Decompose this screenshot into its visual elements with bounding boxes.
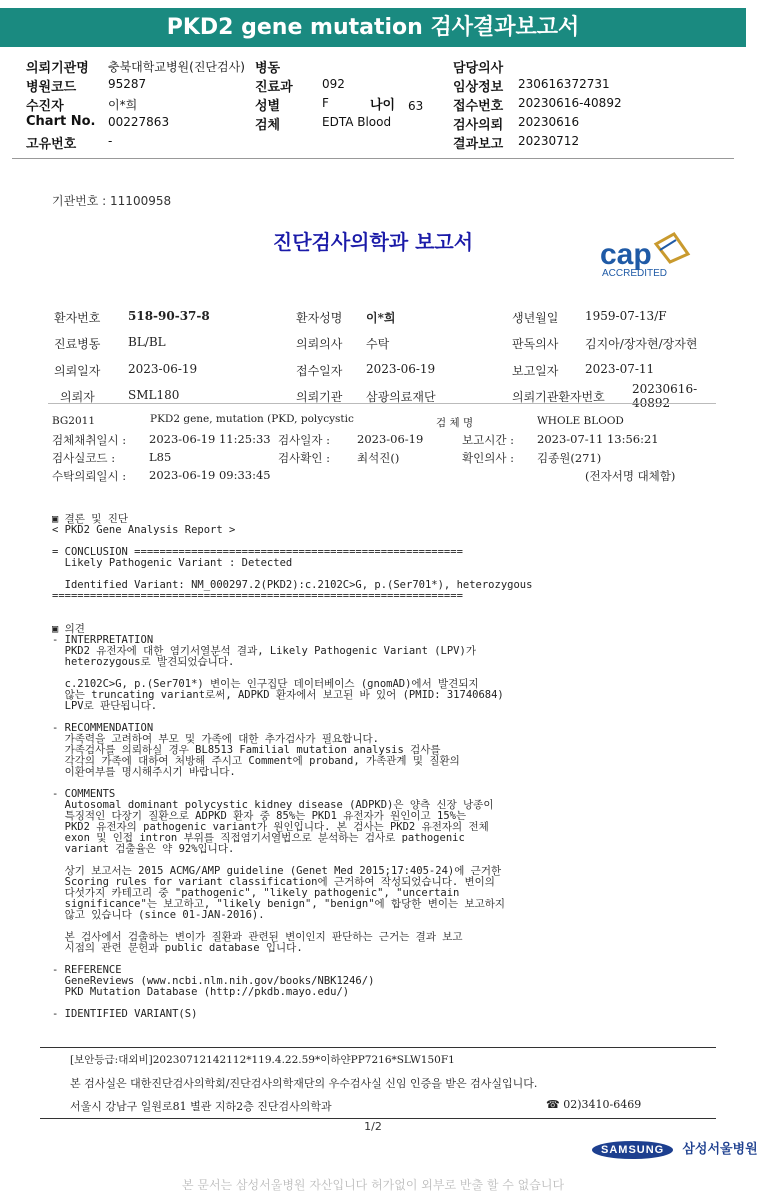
header-label: 진료과 xyxy=(255,80,293,95)
header-value: 충북대학교병원(진단검사) xyxy=(108,60,245,74)
header-label: 수진자 xyxy=(26,99,64,114)
report-line: 시점의 관련 문헌과 public database 입니다. xyxy=(52,942,303,954)
page-number: 1/2 xyxy=(364,1120,382,1133)
report-line: < PKD2 Gene Analysis Report > xyxy=(52,524,236,536)
test-info-label: 검사실코드 : xyxy=(52,451,116,465)
report-line: 않고 있습니다 (since 01-JAN-2016). xyxy=(52,909,265,921)
header-label: 병동 xyxy=(255,61,281,76)
patient-info-label: 의뢰자 xyxy=(60,390,95,404)
test-info-label: 확인의사 : xyxy=(462,451,514,465)
test-code: BG2011 xyxy=(52,415,96,427)
report-line: PKD2 유전자의 pathogenic variant가 원인입니다. 본 검사는 PKD2 유전자의 전체 xyxy=(52,821,489,833)
report-line: = CONCLUSION ==================================================== xyxy=(52,546,463,558)
test-name: PKD2 gene, mutation (PKD, polycystic xyxy=(150,413,354,425)
header-label: 성별 xyxy=(255,99,281,114)
patient-info-value: 김지아/장자현/장자현 xyxy=(585,337,698,351)
report-line: PKD2 유전자에 대한 염기서열분석 결과, Likely Pathogenic Variant (LPV)가 xyxy=(52,645,476,657)
header-value: 20230712 xyxy=(518,134,580,148)
report-line xyxy=(52,954,532,965)
header-value: 95287 xyxy=(108,77,147,91)
header-label: 검체 xyxy=(255,118,281,133)
header-label: 접수번호 xyxy=(453,99,504,114)
patient-info-label: 환자성명 xyxy=(296,311,343,325)
report-line: PKD Mutation Database (http://pkdb.mayo.edu/) xyxy=(52,986,350,998)
header-label: 의뢰기관명 xyxy=(26,61,89,76)
header-label: 병원코드 xyxy=(26,80,77,95)
patient-info-label: 생년월일 xyxy=(512,311,559,325)
patient-info-label: 환자번호 xyxy=(54,311,101,325)
report-line: significance"는 보고하고, "likely benign", "benign"에 합당한 변이는 보고하지 xyxy=(52,898,506,910)
patient-info-value: 수탁 xyxy=(366,337,390,351)
patient-info-value: BL/BL xyxy=(128,335,166,349)
certification-text: 본 검사실은 대한진단검사의학회/진단검사의학재단의 우수검사실 신임 인증을 받은 검사실입니다. xyxy=(70,1077,538,1090)
header-value: F xyxy=(322,96,329,110)
test-info-value: 김종원(271) xyxy=(537,451,602,465)
test-info-value: 2023-06-19 xyxy=(357,432,424,446)
age-label: 나이 xyxy=(370,98,396,113)
institution-number: 기관번호 : 11100958 xyxy=(52,194,172,208)
lab-address: 서울시 강남구 일원로81 별관 지하2층 진단검사의학과 xyxy=(70,1100,332,1113)
patient-info-label: 판독의사 xyxy=(512,337,559,351)
report-line xyxy=(52,778,532,789)
header-label: 고유번호 xyxy=(26,137,77,152)
age-value: 63 xyxy=(408,99,424,113)
test-info-label: 보고시간 : xyxy=(462,433,514,447)
patient-info-label: 의뢰기관 xyxy=(296,390,343,404)
header-value: 이*희 xyxy=(108,98,138,112)
report-line: - REFERENCE xyxy=(52,964,122,976)
test-info-label: 검체채취일시 : xyxy=(52,433,127,447)
report-line: ▣ 의견 xyxy=(52,623,85,635)
test-info-value: L85 xyxy=(149,450,172,464)
cap-accredited-logo xyxy=(598,232,690,280)
test-info-value: 최석진() xyxy=(357,451,400,465)
report-line: 가족검사를 의뢰하실 경우 BL8513 Familial mutation analysis 검사를 xyxy=(52,744,441,756)
report-line: c.2102C>G, p.(Ser701*) 변이는 인구집단 데이터베이스 (gnomAD)에서 발견되지 xyxy=(52,678,479,690)
header-label: 임상정보 xyxy=(453,80,504,95)
report-line: Identified Variant: NM_000297.2(PKD2):c.2102C>G, p.(Ser701*), heterozygous xyxy=(52,579,533,591)
watermark-notice: 본 문서는 삼성서울병원 자산입니다 허가없이 외부로 반출 할 수 없습니다 xyxy=(181,1178,565,1192)
test-info-value: (전자서명 대체함) xyxy=(585,469,676,483)
header-value: 230616372731 xyxy=(518,77,610,91)
svg-text:ACCREDITED: ACCREDITED xyxy=(602,268,668,279)
report-line: exon 및 인접 intron 부위를 직접염기서열법으로 분석하는 검사로 pathogenic xyxy=(52,832,465,844)
patient-info-value: 이*희 xyxy=(366,311,396,325)
patient-info-label: 진료병동 xyxy=(54,337,101,351)
patient-info-value: SML180 xyxy=(128,388,180,402)
security-line: [보안등급:대외비]20230712142112*119.4.22.59*이하얀PP7216*SLW150F1 xyxy=(70,1054,455,1066)
specimen-value: WHOLE BLOOD xyxy=(537,415,624,427)
report-body xyxy=(52,514,532,1020)
patient-info-label: 접수일자 xyxy=(296,364,343,378)
header-value: 00227863 xyxy=(108,115,170,129)
report-line: 다섯가지 카테고리 중 "pathogenic", "likely pathogenic", "uncertain xyxy=(52,887,460,899)
patient-info-label: 의뢰의사 xyxy=(296,337,343,351)
footer-bottom-line xyxy=(40,1118,716,1119)
header-label: 검사의뢰 xyxy=(453,118,504,133)
report-line: ================================================================= xyxy=(52,590,463,602)
footer-top-line xyxy=(40,1047,716,1048)
patient-info-value: 40892 xyxy=(632,396,671,410)
patient-info-value: 2023-06-19 xyxy=(366,362,436,376)
specimen-label: 검 체 명 xyxy=(436,417,474,429)
report-line: - RECOMMENDATION xyxy=(52,722,154,734)
report-line: Autosomal dominant polycystic kidney disease (ADPKD)은 양측 신장 낭종이 xyxy=(52,799,494,811)
patient-info-label: 보고일자 xyxy=(512,364,559,378)
report-line xyxy=(52,613,532,624)
test-info-value: 2023-07-11 13:56:21 xyxy=(537,432,659,446)
header-value: 092 xyxy=(322,77,345,91)
report-line: 각각의 가족에 대하여 처방해 주시고 Comment에 proband, 가족관계 및 질환의 xyxy=(52,755,460,767)
samsung-hospital-name: 삼성서울병원 xyxy=(682,1142,758,1157)
report-line: - IDENTIFIED VARIANT(S) xyxy=(52,1008,198,1020)
report-line: Likely Pathogenic Variant : Detected xyxy=(52,557,293,569)
report-line: ▣ 결론 및 진단 xyxy=(52,513,129,525)
header-value: 20230616-40892 xyxy=(518,96,622,110)
report-line: Scoring rules for variant classification에 근거하여 작성되었습니다. 변이의 xyxy=(52,876,495,888)
patient-info-value: 20230616- xyxy=(632,382,698,396)
report-line: LPV로 판단됩니다. xyxy=(52,700,158,712)
patient-info-label: 의뢰기관환자번호 xyxy=(512,390,605,404)
report-title: 진단검사의학과 보고서 xyxy=(272,230,474,254)
report-line: GeneReviews (www.ncbi.nlm.nih.gov/books/NBK1246/) xyxy=(52,975,375,987)
samsung-wordmark: SAMSUNG xyxy=(592,1141,673,1159)
patient-info-value: 518-90-37-8 xyxy=(128,309,210,323)
header-label: 담당의사 xyxy=(453,61,504,76)
report-line xyxy=(52,602,532,613)
patient-info-value: 삼광의료재단 xyxy=(366,390,436,404)
lab-phone: ☎ 02)3410-6469 xyxy=(546,1098,642,1111)
test-info-label: 검사확인 : xyxy=(278,451,330,465)
patient-info-label: 의뢰일자 xyxy=(54,364,101,378)
report-line: 이환여부를 명시해주시기 바랍니다. xyxy=(52,766,236,778)
report-line: - INTERPRETATION xyxy=(52,634,154,646)
samsung-hospital-logo xyxy=(592,1138,758,1159)
report-line: 가족력을 고려하여 부모 및 가족에 대한 추가검사가 필요합니다. xyxy=(52,733,379,745)
report-line: 상기 보고서는 2015 ACMG/AMP guideline (Genet Med 2015;17:405-24)에 근거한 xyxy=(52,865,502,877)
test-info-value: 2023-06-19 09:33:45 xyxy=(149,468,271,482)
test-info-label: 검사일자 : xyxy=(278,433,330,447)
report-line: 않는 truncating variant로써, ADPKD 환자에서 보고된 바 있어 (PMID: 31740684) xyxy=(52,689,504,701)
header-divider xyxy=(12,158,734,159)
patient-info-value: 2023-07-11 xyxy=(585,362,655,376)
svg-text:cap: cap xyxy=(600,238,652,271)
header-value: 20230616 xyxy=(518,115,580,129)
report-line: variant 검출율은 약 92%입니다. xyxy=(52,843,235,855)
report-line: heterozygous로 발견되었습니다. xyxy=(52,656,235,668)
report-line: - COMMENTS xyxy=(52,788,116,800)
header-value: - xyxy=(108,134,113,148)
patient-info-value: 2023-06-19 xyxy=(128,362,198,376)
header-label: 결과보고 xyxy=(453,137,504,152)
header-label: Chart No. xyxy=(26,114,96,129)
patient-info-value: 1959-07-13/F xyxy=(585,309,667,323)
test-info-value: 2023-06-19 11:25:33 xyxy=(149,432,271,446)
header-value: EDTA Blood xyxy=(322,115,392,129)
report-line: 본 검사에서 검출하는 변이가 질환과 관련된 변이인지 판단하는 근거는 결과 보고 xyxy=(52,931,463,943)
test-info-label: 수탁의뢰일시 : xyxy=(52,469,127,483)
patient-divider xyxy=(48,403,716,404)
banner-title: PKD2 gene mutation 검사결과보고서 xyxy=(0,8,746,47)
report-line: 특징적인 다장기 질환으로 ADPKD 환자 중 85%는 PKD1 유전자가 원인이고 15%는 xyxy=(52,810,467,822)
